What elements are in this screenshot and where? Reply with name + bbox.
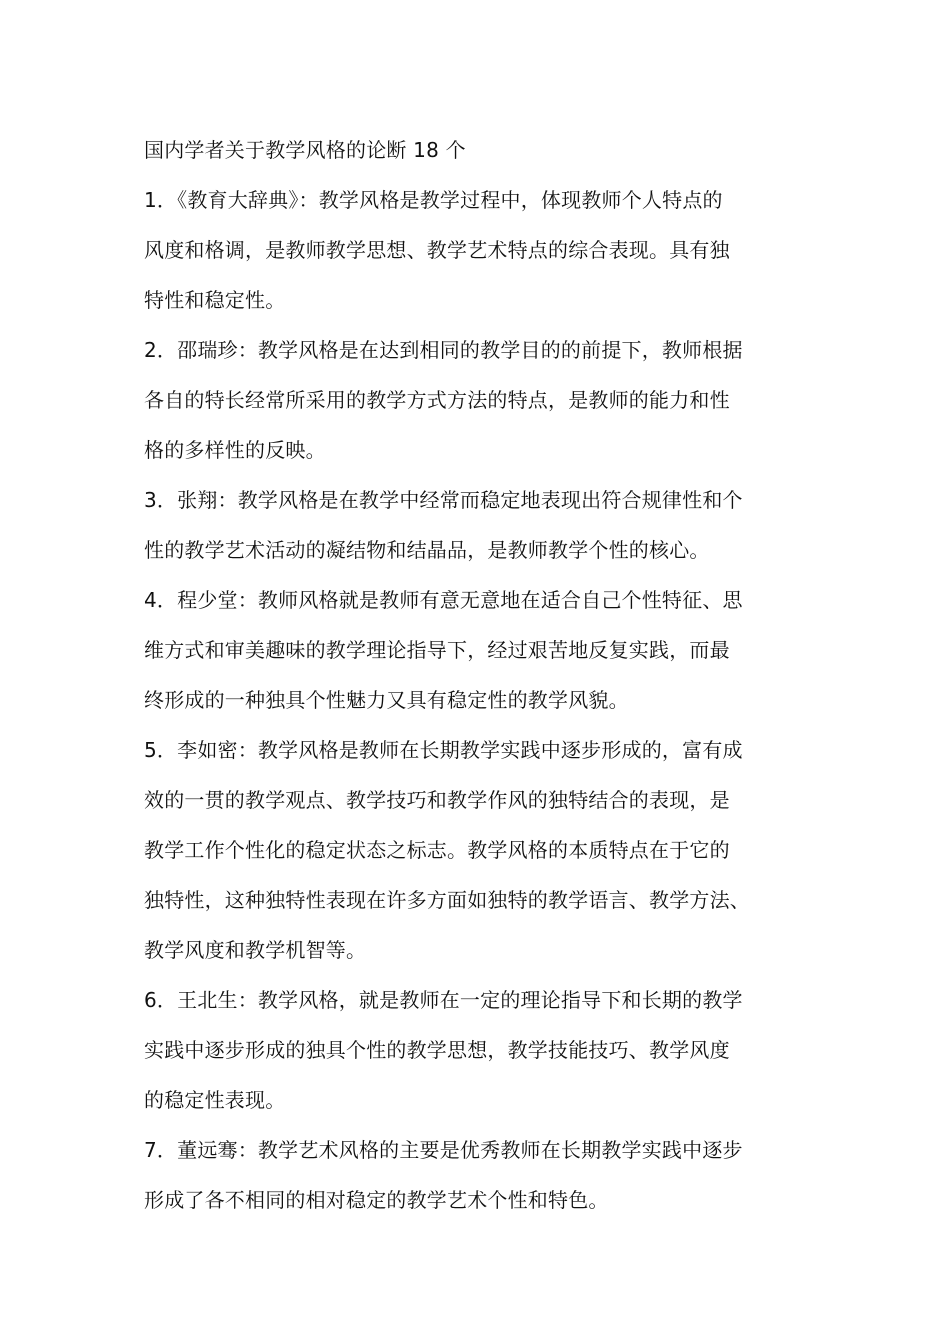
text-line: 独特性，这种独特性表现在许多方面如独特的教学语言、教学方法、 <box>144 888 750 912</box>
text-line: 2．邵瑞珍：教学风格是在达到相同的教学目的的前提下，教师根据 <box>144 338 743 362</box>
text-line: 6．王北生：教学风格，就是教师在一定的理论指导下和长期的教学 <box>144 988 743 1012</box>
text-line: 实践中逐步形成的独具个性的教学思想，教学技能技巧、教学风度 <box>144 1038 730 1062</box>
text-line: 教学风度和教学机智等。 <box>144 938 367 962</box>
text-line: 风度和格调，是教师教学思想、教学艺术特点的综合表现。具有独 <box>144 238 730 262</box>
text-line: 形成了各不相同的相对稳定的教学艺术个性和特色。 <box>144 1188 609 1212</box>
text-line: 终形成的一种独具个性魅力又具有稳定性的教学风貌。 <box>144 688 629 712</box>
text-line: 4．程少堂：教师风格就是教师有意无意地在适合自己个性特征、思 <box>144 588 743 612</box>
text-line: 7．董远骞：教学艺术风格的主要是优秀教师在长期教学实践中逐步 <box>144 1138 743 1162</box>
text-line: 格的多样性的反映。 <box>144 438 326 462</box>
text-line: 的稳定性表现。 <box>144 1088 286 1112</box>
text-line: 维方式和审美趣味的教学理论指导下，经过艰苦地反复实践，而最 <box>144 638 730 662</box>
text-line: 效的一贯的教学观点、教学技巧和教学作风的独特结合的表现，是 <box>144 788 730 812</box>
text-line: 教学工作个性化的稳定状态之标志。教学风格的本质特点在于它的 <box>144 838 730 862</box>
text-line: 5．李如密：教学风格是教师在长期教学实践中逐步形成的，富有成 <box>144 738 743 762</box>
text-line: 特性和稳定性。 <box>144 288 286 312</box>
document-title: 国内学者关于教学风格的论断 18 个 <box>144 138 466 162</box>
text-line: 各自的特长经常所采用的教学方式方法的特点，是教师的能力和性 <box>144 388 730 412</box>
text-line: 1．《教育大辞典》：教学风格是教学过程中，体现教师个人特点的 <box>144 188 723 212</box>
text-line: 性的教学艺术活动的凝结物和结晶品，是教师教学个性的核心。 <box>144 538 710 562</box>
text-line: 3．张翔：教学风格是在教学中经常而稳定地表现出符合规律性和个 <box>144 488 743 512</box>
